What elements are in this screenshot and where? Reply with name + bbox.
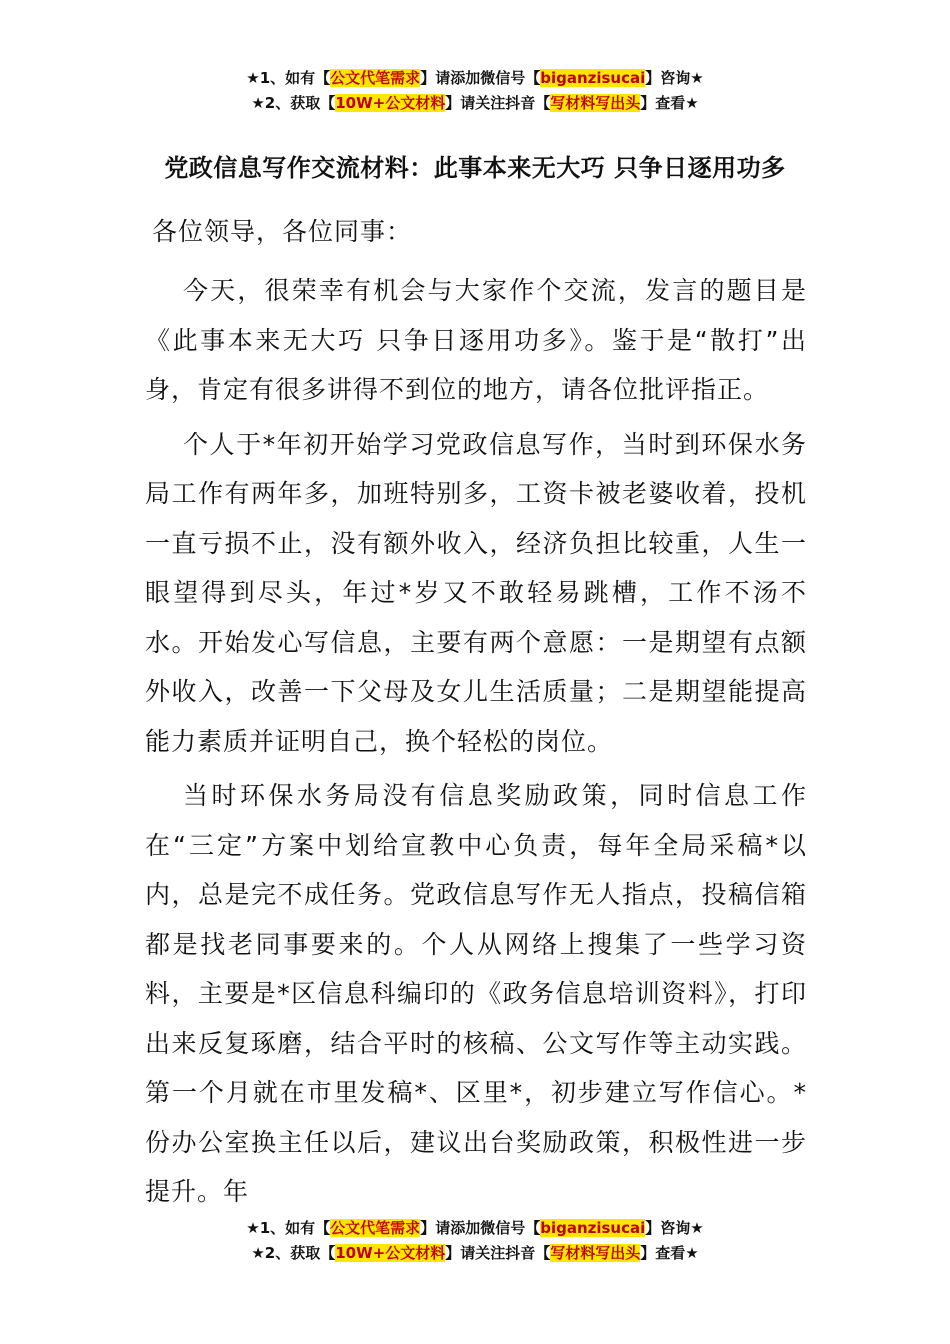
- body-clip: [0, 266, 950, 1206]
- banner-highlight: 写材料写出头: [550, 94, 641, 112]
- banner-text: 】请添加微信号【: [420, 1219, 541, 1237]
- banner-text: 】咨询★: [645, 69, 704, 87]
- banner-text: 】咨询★: [645, 1219, 704, 1237]
- banner-text: 】请关注抖音【: [445, 1244, 551, 1262]
- document-title: 党政信息写作交流材料：此事本来无大巧 只争日逐用功多: [164, 154, 786, 182]
- banner-highlight: 写材料写出头: [550, 1244, 641, 1262]
- top-banner: [0, 66, 950, 116]
- paragraph: 今天，很荣幸有机会与大家作个交流，发言的题目是《此事本来无大巧 只争日逐用功多》。鉴于是“散打”出身，肯定有很多讲得不到位的地方，请各位批评指正。: [145, 276, 807, 404]
- banner-line-1: [0, 1216, 950, 1241]
- banner-highlight: biganzisucai: [540, 69, 646, 87]
- salutation: 各位领导，各位同事：: [152, 217, 413, 246]
- banner-text: ★1、如有【: [246, 69, 331, 87]
- banner-highlight: biganzisucai: [540, 1219, 646, 1237]
- banner-text: 】查看★: [640, 94, 699, 112]
- banner-line-1: [0, 66, 950, 91]
- banner-text: ★2、获取【: [251, 1244, 336, 1262]
- paragraph: 当时环保水务局没有信息奖励政策，同时信息工作在“三定”方案中划给宣教中心负责，每年全局采稿*以内，总是完不成任务。党政信息写作无人指点，投稿信箱都是找老同事要来的。个人从网络上搜集了一些学习资料，主要是*区信息科编印的《政务信息培训资料》，打印出来反复琢磨，结合平时的核稿、公文写作等主动实践。第一个月就在市里发稿*、区里*，初步建立写作信心。*份办公室换主任以后，建议出台奖励政策，积极性进一步提升。年: [145, 781, 807, 1206]
- banner-text: ★1、如有【: [246, 1219, 331, 1237]
- banner-highlight: 公文代笔需求: [330, 1219, 421, 1237]
- banner-highlight: 10W+公文材料: [335, 94, 446, 112]
- banner-text: 】请添加微信号【: [420, 69, 541, 87]
- banner-highlight: 10W+公文材料: [335, 1244, 446, 1262]
- bottom-banner: [0, 1216, 950, 1266]
- banner-highlight: 公文代笔需求: [330, 69, 421, 87]
- banner-text: 】请关注抖音【: [445, 94, 551, 112]
- banner-line-2: [0, 91, 950, 116]
- banner-text: 】查看★: [640, 1244, 699, 1262]
- banner-text: ★2、获取【: [251, 94, 336, 112]
- paragraph: 个人于*年初开始学习党政信息写作，当时到环保水务局工作有两年多，加班特别多，工资卡被老婆收着，投机一直亏损不止，没有额外收入，经济负担比较重，人生一眼望得到尽头，年过*岁又不敢轻易跳槽，工作不汤不水。开始发心写信息，主要有两个意愿：一是期望有点额外收入，改善一下父母及女儿生活质量；二是期望能提高能力素质并证明自己，换个轻松的岗位。: [145, 429, 807, 756]
- document-body: [145, 266, 807, 1222]
- banner-line-2: [0, 1241, 950, 1266]
